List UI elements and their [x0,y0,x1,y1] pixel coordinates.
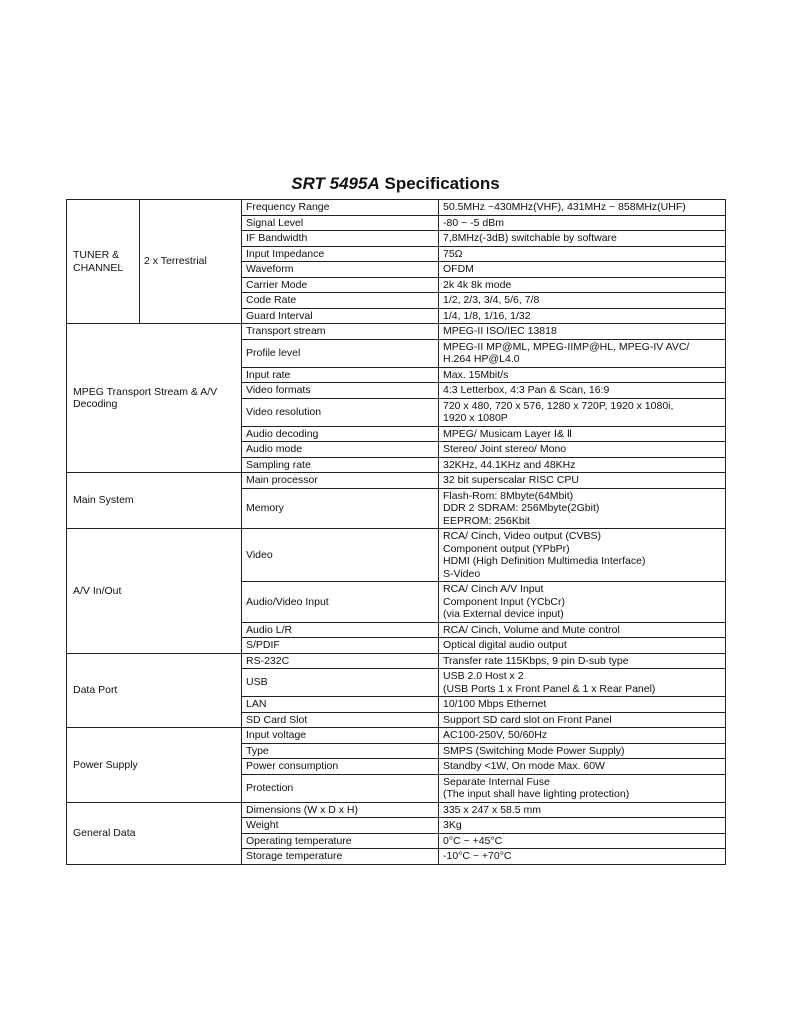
spec-item-value: 4:3 Letterbox, 4:3 Pan & Scan, 16:9 [439,383,726,399]
title-suffix: Specifications [384,174,500,193]
spec-item-label: Frequency Range [242,200,439,216]
spec-item-value: Transfer rate 115Kbps, 9 pin D-sub type [439,653,726,669]
spec-item-value: 10/100 Mbps Ethernet [439,697,726,713]
spec-item-value: USB 2.0 Host x 2 (USB Ports 1 x Front Panel & 1 x Rear Panel) [439,669,726,697]
spec-item-value: 3Kg [439,818,726,834]
spec-item-value: 1/2, 2/3, 3/4, 5/6, 7/8 [439,293,726,309]
spec-item-value: -10°C ~ +70°C [439,849,726,865]
section-category: Main System [67,473,242,529]
spec-row [67,653,726,669]
spec-item-label: Carrier Mode [242,277,439,293]
spec-item-value: 335 x 247 x 58.5 mm [439,802,726,818]
spec-item-value: 0°C ~ +45°C [439,833,726,849]
spec-item-label: RS-232C [242,653,439,669]
spec-item-value: 75Ω [439,246,726,262]
spec-item-value: 50.5MHz ~430MHz(VHF), 431MHz ~ 858MHz(UHF) [439,200,726,216]
spec-row [67,200,726,216]
spec-table [66,199,726,865]
spec-item-value: 7,8MHz(-3dB) switchable by software [439,231,726,247]
spec-item-value: SMPS (Switching Mode Power Supply) [439,743,726,759]
spec-item-label: Main processor [242,473,439,489]
section-category: MPEG Transport Stream & A/V Decoding [67,324,242,473]
spec-row [67,529,726,582]
spec-item-value: 1/4, 1/8, 1/16, 1/32 [439,308,726,324]
spec-item-label: Input rate [242,367,439,383]
spec-item-label: Weight [242,818,439,834]
spec-item-label: Dimensions (W x D x H) [242,802,439,818]
spec-item-label: Audio L/R [242,622,439,638]
spec-item-value: Standby <1W, On mode Max. 60W [439,759,726,775]
spec-item-value: RCA/ Cinch A/V Input Component Input (YCbCr) (via External device input) [439,582,726,623]
section-category: General Data [67,802,242,864]
spec-item-label: USB [242,669,439,697]
spec-item-label: Audio mode [242,442,439,458]
spec-item-label: SD Card Slot [242,712,439,728]
spec-item-label: Video resolution [242,398,439,426]
spec-item-label: Protection [242,774,439,802]
spec-item-value: MPEG-II ISO/IEC 13818 [439,324,726,340]
spec-item-value: Support SD card slot on Front Panel [439,712,726,728]
spec-item-label: IF Bandwidth [242,231,439,247]
spec-item-label: Sampling rate [242,457,439,473]
spec-item-value: Stereo/ Joint stereo/ Mono [439,442,726,458]
spec-table-body [67,200,726,865]
spec-item-value: Separate Internal Fuse (The input shall have lighting protection) [439,774,726,802]
spec-item-value: MPEG/ Musicam Layer Ⅰ& Ⅱ [439,426,726,442]
spec-item-label: Video [242,529,439,582]
spec-row [67,802,726,818]
spec-row [67,473,726,489]
spec-item-label: Audio/Video Input [242,582,439,623]
spec-row [67,324,726,340]
spec-item-value: MPEG-II MP@ML, MPEG-IIMP@HL, MPEG-IV AVC/ H.264 HP@L4.0 [439,339,726,367]
spec-item-label: Input Impedance [242,246,439,262]
spec-item-value: AC100-250V, 50/60Hz [439,728,726,744]
spec-item-label: Code Rate [242,293,439,309]
spec-row [67,728,726,744]
spec-item-label: LAN [242,697,439,713]
spec-item-value: -80 ~ -5 dBm [439,215,726,231]
page-title [0,174,791,194]
spec-item-value: Max. 15Mbit/s [439,367,726,383]
spec-item-label: Guard Interval [242,308,439,324]
spec-item-label: Input voltage [242,728,439,744]
spec-item-value: 720 x 480, 720 x 576, 1280 x 720P, 1920 x 1080i, 1920 x 1080P [439,398,726,426]
spec-item-value: Flash-Rom: 8Mbyte(64Mbit) DDR 2 SDRAM: 256Mbyte(2Gbit) EEPROM: 256Kbit [439,488,726,529]
section-category: Data Port [67,653,242,728]
spec-item-value: 32KHz, 44.1KHz and 48KHz [439,457,726,473]
model-name: SRT 5495A [291,174,380,193]
spec-item-value: RCA/ Cinch, Volume and Mute control [439,622,726,638]
spec-item-label: Power consumption [242,759,439,775]
spec-item-label: Audio decoding [242,426,439,442]
spec-item-label: Memory [242,488,439,529]
spec-item-value: 2k 4k 8k mode [439,277,726,293]
spec-item-value: OFDM [439,262,726,278]
spec-item-label: Profile level [242,339,439,367]
spec-item-value: Optical digital audio output [439,638,726,654]
section-subcategory: 2 x Terrestrial [140,200,242,324]
spec-item-label: S/PDIF [242,638,439,654]
spec-item-label: Storage temperature [242,849,439,865]
section-category: TUNER & CHANNEL [67,200,140,324]
spec-item-label: Transport stream [242,324,439,340]
spec-item-label: Video formats [242,383,439,399]
section-category: Power Supply [67,728,242,803]
section-category: A/V In/Out [67,529,242,654]
spec-item-label: Type [242,743,439,759]
spec-item-label: Operating temperature [242,833,439,849]
spec-item-label: Signal Level [242,215,439,231]
spec-item-label: Waveform [242,262,439,278]
spec-item-value: RCA/ Cinch, Video output (CVBS) Component output (YPbPr) HDMI (High Definition Multimedia Interface) S-Video [439,529,726,582]
spec-item-value: 32 bit superscalar RISC CPU [439,473,726,489]
